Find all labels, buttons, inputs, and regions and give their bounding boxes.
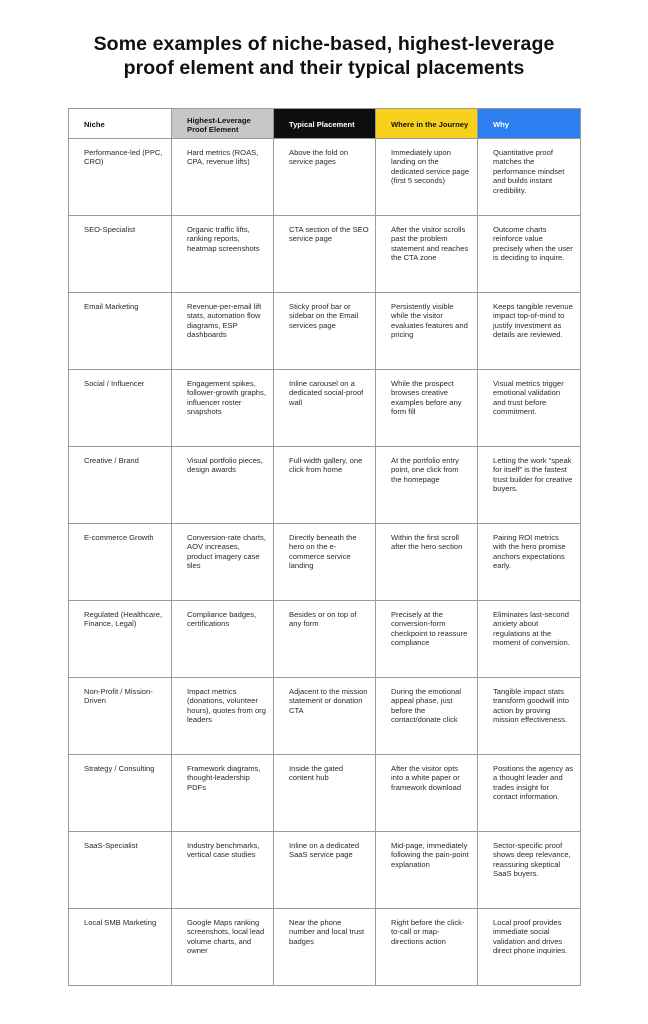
placement-cell: Near the phone number and local trust badges bbox=[274, 909, 376, 986]
proof-element-cell: Impact metrics (donations, volunteer hours), quotes from org leaders bbox=[172, 678, 274, 755]
why-cell: Letting the work “speak for itself” is the fastest trust builder for creative buyers. bbox=[478, 447, 581, 524]
placement-cell: Directly beneath the hero on the e-commerce service landing bbox=[274, 524, 376, 601]
journey-cell: While the prospect browses creative examples before any form fill bbox=[376, 370, 478, 447]
header-why: Why bbox=[478, 109, 581, 139]
why-cell: Positions the agency as a thought leader and trades insight for contact information. bbox=[478, 755, 581, 832]
proof-element-cell: Conversion-rate charts, AOV increases, product imagery case tiles bbox=[172, 524, 274, 601]
header-niche: Niche bbox=[69, 109, 172, 139]
niche-cell: Creative / Brand bbox=[69, 447, 172, 524]
why-cell: Quantitative proof matches the performance mindset and builds instant credibility. bbox=[478, 139, 581, 216]
table-row bbox=[69, 678, 581, 755]
header-typical-placement: Typical Placement bbox=[274, 109, 376, 139]
proof-element-cell: Google Maps ranking screenshots, local lead volume charts, and owner bbox=[172, 909, 274, 986]
table-row bbox=[69, 447, 581, 524]
header-proof-element: Highest-Leverage Proof Element bbox=[172, 109, 274, 139]
niche-cell: Regulated (Healthcare, Finance, Legal) bbox=[69, 601, 172, 678]
table-row bbox=[69, 601, 581, 678]
proof-element-cell: Industry benchmarks, vertical case studies bbox=[172, 832, 274, 909]
placement-cell: Besides or on top of any form bbox=[274, 601, 376, 678]
niche-cell: Performance-led (PPC, CRO) bbox=[69, 139, 172, 216]
placement-cell: Sticky proof bar or sidebar on the Email services page bbox=[274, 293, 376, 370]
proof-element-cell: Visual portfolio pieces, design awards bbox=[172, 447, 274, 524]
header-journey: Where in the Journey bbox=[376, 109, 478, 139]
table-body bbox=[69, 139, 581, 986]
why-cell: Keeps tangible revenue impact top-of-mind to justify investment as details are reviewed. bbox=[478, 293, 581, 370]
journey-cell: Within the first scroll after the hero section bbox=[376, 524, 478, 601]
niche-cell: SaaS-Specialist bbox=[69, 832, 172, 909]
table-row bbox=[69, 909, 581, 986]
why-cell: Visual metrics trigger emotional validation and trust before commitment. bbox=[478, 370, 581, 447]
journey-cell: Immediately upon landing on the dedicated service page (first 5 seconds) bbox=[376, 139, 478, 216]
placement-cell: CTA section of the SEO service page bbox=[274, 216, 376, 293]
placement-cell: Inline on a dedicated SaaS service page bbox=[274, 832, 376, 909]
table-row bbox=[69, 524, 581, 601]
proof-element-cell: Revenue-per-email lift stats, automation flow diagrams, ESP dashboards bbox=[172, 293, 274, 370]
table-row bbox=[69, 139, 581, 216]
journey-cell: After the visitor opts into a white paper or framework download bbox=[376, 755, 478, 832]
page-title: Some examples of niche-based, highest-leverage proof element and their typical placements bbox=[93, 33, 555, 79]
table-row bbox=[69, 370, 581, 447]
table-row bbox=[69, 832, 581, 909]
niche-cell: E-commerce Growth bbox=[69, 524, 172, 601]
placement-cell: Above the fold on service pages bbox=[274, 139, 376, 216]
journey-cell: After the visitor scrolls past the problem statement and reaches the CTA zone bbox=[376, 216, 478, 293]
why-cell: Tangible impact stats transform goodwill into action by proving mission effectiveness. bbox=[478, 678, 581, 755]
niche-proof-table bbox=[68, 108, 581, 986]
placement-cell: Inside the gated content hub bbox=[274, 755, 376, 832]
placement-cell: Adjacent to the mission statement or donation CTA bbox=[274, 678, 376, 755]
table-header-row bbox=[69, 109, 581, 139]
why-cell: Outcome charts reinforce value precisely when the user is deciding to inquire. bbox=[478, 216, 581, 293]
proof-element-cell: Organic traffic lifts, ranking reports, heatmap screenshots bbox=[172, 216, 274, 293]
journey-cell: Right before the click-to-call or map-directions action bbox=[376, 909, 478, 986]
proof-element-cell: Hard metrics (ROAS, CPA, revenue lifts) bbox=[172, 139, 274, 216]
journey-cell: During the emotional appeal phase, just before the contact/donate click bbox=[376, 678, 478, 755]
proof-element-cell: Compliance badges, certifications bbox=[172, 601, 274, 678]
journey-cell: Persistently visible while the visitor evaluates features and pricing bbox=[376, 293, 478, 370]
table-row bbox=[69, 755, 581, 832]
niche-cell: Non-Profit / Mission-Driven bbox=[69, 678, 172, 755]
niche-cell: Social / Influencer bbox=[69, 370, 172, 447]
why-cell: Sector-specific proof shows deep relevance, reassuring skeptical SaaS buyers. bbox=[478, 832, 581, 909]
niche-cell: Local SMB Marketing bbox=[69, 909, 172, 986]
journey-cell: At the portfolio entry point, one click from the homepage bbox=[376, 447, 478, 524]
placement-cell: Full-width gallery, one click from home bbox=[274, 447, 376, 524]
why-cell: Local proof provides immediate social validation and drives direct phone inquiries. bbox=[478, 909, 581, 986]
why-cell: Pairing ROI metrics with the hero promise anchors expectations early. bbox=[478, 524, 581, 601]
proof-element-cell: Framework diagrams, thought-leadership PDFs bbox=[172, 755, 274, 832]
niche-cell: Email Marketing bbox=[69, 293, 172, 370]
proof-element-cell: Engagement spikes, follower-growth graphs, influencer roster snapshots bbox=[172, 370, 274, 447]
table-row bbox=[69, 216, 581, 293]
journey-cell: Precisely at the conversion-form checkpoint to reassure compliance bbox=[376, 601, 478, 678]
niche-cell: SEO-Specialist bbox=[69, 216, 172, 293]
table-row bbox=[69, 293, 581, 370]
niche-cell: Strategy / Consulting bbox=[69, 755, 172, 832]
journey-cell: Mid-page, immediately following the pain-point explanation bbox=[376, 832, 478, 909]
placement-cell: Inline carousel on a dedicated social-proof wall bbox=[274, 370, 376, 447]
why-cell: Eliminates last-second anxiety about regulations at the moment of conversion. bbox=[478, 601, 581, 678]
